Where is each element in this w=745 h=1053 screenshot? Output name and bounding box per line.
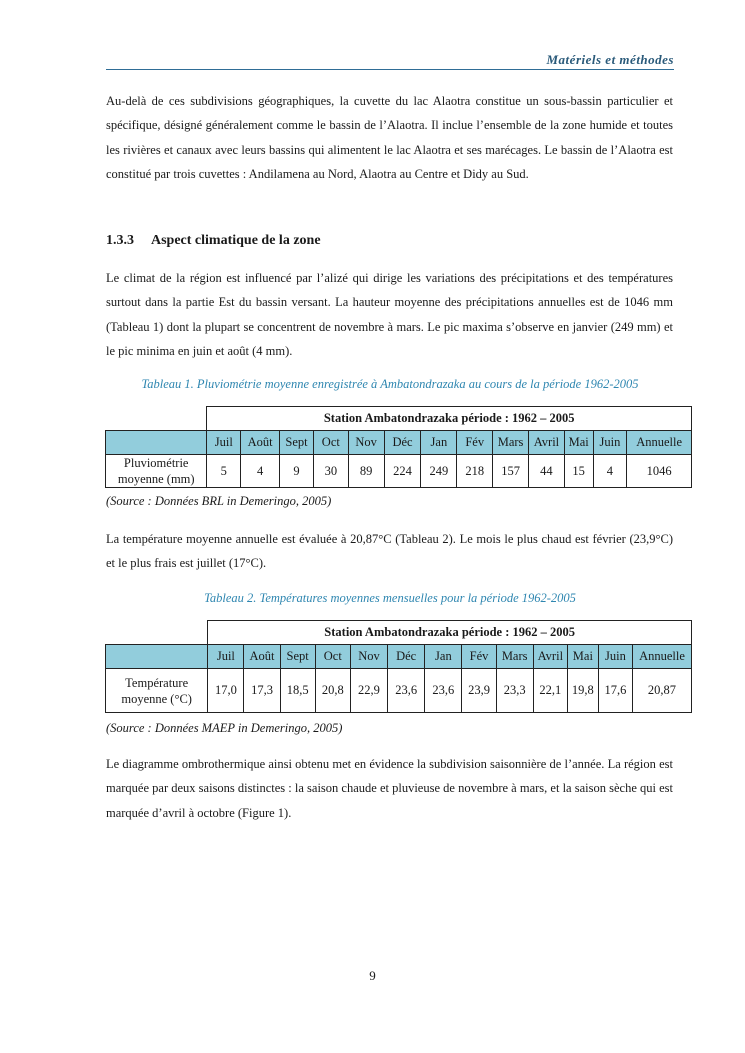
table1-value: 218 <box>457 455 493 488</box>
table2-month: Fév <box>462 645 496 669</box>
table2-value: 17,6 <box>598 669 632 713</box>
table1-corner <box>106 407 207 431</box>
section-number: 1.3.3 <box>106 233 134 248</box>
table1-value: 157 <box>493 455 529 488</box>
header-rule <box>106 69 674 70</box>
table2-value: 23,6 <box>388 669 425 713</box>
table1-month: Annuelle <box>627 431 692 455</box>
table2-month: Sept <box>280 645 315 669</box>
table1-value: 9 <box>280 455 314 488</box>
table1-month: Jan <box>421 431 457 455</box>
table1-value: 4 <box>593 455 627 488</box>
table1-month: Sept <box>280 431 314 455</box>
table2-value: 23,9 <box>462 669 496 713</box>
table1-station-header: Station Ambatondrazaka période : 1962 – 2005 <box>207 407 692 431</box>
table2-value: 17,3 <box>244 669 280 713</box>
table1-value: 1046 <box>627 455 692 488</box>
table2-month: Juil <box>208 645 244 669</box>
table2-month: Avril <box>533 645 567 669</box>
climate-paragraph: Le climat de la région est influencé par l’alizé qui dirige les variations des précipitations et des températures surtout dans la partie Est du bassin versant. La hauteur moyenne des précipitations annuelles est de 1046 mm (Tableau 1) dont la plupart se concentrent de novembre à mars. Le pic maxima s’observe en janvier (249 mm) et le pic minima en juin et août (4 mm). <box>106 271 673 358</box>
table1-rainfall <box>105 406 692 488</box>
table1-months-label <box>106 431 207 455</box>
table2-value: 17,0 <box>208 669 244 713</box>
table1-source: (Source : Données BRL in Demeringo, 2005) <box>106 494 332 508</box>
table1-value: 249 <box>421 455 457 488</box>
table1-value: 30 <box>313 455 348 488</box>
table2-value: 20,87 <box>632 669 691 713</box>
table2-caption: Tableau 2. Températures moyennes mensuelles pour la période 1962-2005 <box>204 591 576 605</box>
table2-value: 23,3 <box>496 669 533 713</box>
table2-station-header: Station Ambatondrazaka période : 1962 – 2005 <box>208 621 692 645</box>
table2-value: 23,6 <box>425 669 462 713</box>
section-heading <box>106 233 321 249</box>
table2-value: 18,5 <box>280 669 315 713</box>
table1-months-row <box>106 431 692 455</box>
table2-months-row <box>106 645 692 669</box>
table2-months-label <box>106 645 208 669</box>
table1-month: Nov <box>348 431 384 455</box>
table1-values-row <box>106 455 692 488</box>
table1-month: Août <box>241 431 280 455</box>
table1-month: Déc <box>384 431 421 455</box>
table2-month: Juin <box>598 645 632 669</box>
page-number: 9 <box>369 968 376 983</box>
table1-value: 4 <box>241 455 280 488</box>
table2-corner <box>106 621 208 645</box>
table1-month: Juin <box>593 431 627 455</box>
table2-values-row <box>106 669 692 713</box>
table2-month: Nov <box>350 645 387 669</box>
closing-paragraph: Le diagramme ombrothermique ainsi obtenu met en évidence la subdivision saisonnière de l’année. La région est marquée par deux saisons distinctes : la saison chaude et pluvieuse de novembre à mars, et la saison sèche qui est marquée d’avril à octobre (Figure 1). <box>106 757 673 820</box>
table2-value: 19,8 <box>567 669 598 713</box>
table2-row-label: Température moyenne (°C) <box>106 669 208 713</box>
table1-value: 224 <box>384 455 421 488</box>
table2-month: Déc <box>388 645 425 669</box>
table2-month: Août <box>244 645 280 669</box>
table2-value: 22,1 <box>533 669 567 713</box>
table1-caption: Tableau 1. Pluviométrie moyenne enregistrée à Ambatondrazaka au cours de la période 1962-2005 <box>141 377 639 391</box>
table2-value: 22,9 <box>350 669 387 713</box>
running-header: Matériels et méthodes <box>546 52 674 67</box>
table1-value: 44 <box>529 455 565 488</box>
table1-row-label: Pluviométrie moyenne (mm) <box>106 455 207 488</box>
temperature-paragraph: La température moyenne annuelle est évaluée à 20,87°C (Tableau 2). Le mois le plus chaud est février (23,9°C) et le plus frais est juillet (17°C). <box>106 532 673 571</box>
table1-month: Avril <box>529 431 565 455</box>
table1-month: Mars <box>493 431 529 455</box>
table2-month: Annuelle <box>632 645 691 669</box>
table2-month: Jan <box>425 645 462 669</box>
table1-value: 5 <box>207 455 241 488</box>
table2-month: Oct <box>315 645 350 669</box>
table1-month: Juil <box>207 431 241 455</box>
table2-value: 20,8 <box>315 669 350 713</box>
table2-source: (Source : Données MAEP in Demeringo, 2005) <box>106 721 343 735</box>
table2-temperature <box>105 620 692 713</box>
table1-month: Oct <box>313 431 348 455</box>
table1-value: 89 <box>348 455 384 488</box>
section-title: Aspect climatique de la zone <box>151 233 321 248</box>
table2-month: Mars <box>496 645 533 669</box>
table2-month: Mai <box>567 645 598 669</box>
intro-paragraph: Au-delà de ces subdivisions géographiques, la cuvette du lac Alaotra constitue un sous-bassin particulier et spécifique, désigné généralement comme le bassin de l’Alaotra. Il inclue l’ensemble de la zone humide et toutes les rivières et canaux avec leurs bassins qui alimentent le lac Alaotra et ses marécages. Le bassin de l’Alaotra est constitué par trois cuvettes : Andilamena au Nord, Alaotra au Centre et Didy au Sud. <box>106 94 673 181</box>
table1-month: Fév <box>457 431 493 455</box>
table1-month: Mai <box>564 431 593 455</box>
table1-value: 15 <box>564 455 593 488</box>
